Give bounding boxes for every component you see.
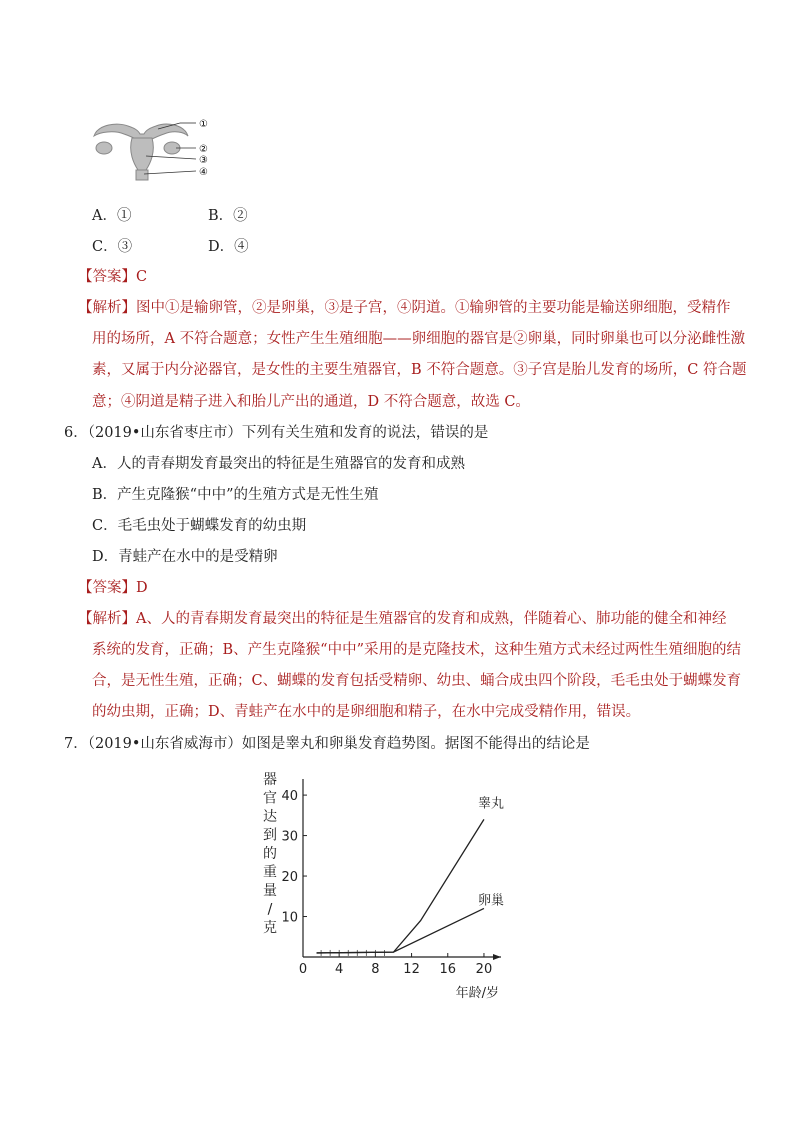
- q5-analysis-line-1: [78, 298, 731, 318]
- x-axis-label: 年龄/岁: [455, 986, 499, 1001]
- series-line: [317, 908, 484, 953]
- q7-stem: 7．（2019•山东省威海市）如图是睾丸和卵巢发育趋势图。据图不能得出的结论是: [64, 736, 590, 752]
- option-a: A．①: [92, 208, 132, 224]
- q6-analysis-line-4: 的幼虫期，正确；D、青蛙产在水中的是卵细胞和精子，在水中完成受精作用，错误。: [92, 704, 641, 720]
- q6-analysis-line-1: [78, 609, 726, 629]
- x-tick-label: 4: [335, 962, 344, 977]
- uterus-illustration: [94, 124, 188, 180]
- y-axis-label-char: 达: [263, 809, 277, 825]
- y-axis-label-char: 的: [263, 846, 277, 862]
- option-c: C．③: [92, 239, 133, 255]
- q6-stem: 6．（2019•山东省枣庄市）下列有关生殖和发育的说法，错误的是: [64, 425, 489, 441]
- q6-answer: 【答案】D: [78, 580, 148, 596]
- y-tick-label: 30: [281, 829, 298, 845]
- y-axis-label-char: 克: [263, 920, 277, 936]
- y-axis-label-char: /: [267, 901, 273, 918]
- x-tick-label: 16: [439, 962, 457, 977]
- label-4: ④: [199, 167, 208, 178]
- option-b: B．②: [208, 208, 248, 224]
- q6-analysis-line-3: 合，是无性生殖，正确；C、蝴蝶的发育包括受精卵、幼虫、蛹合成虫四个阶段，毛毛虫处于蝴蝶发育: [92, 673, 742, 689]
- q6-option-a: A．人的青春期发育最突出的特征是生殖器官的发育和成熟: [92, 456, 465, 472]
- x-tick-label: 0: [298, 962, 308, 977]
- y-tick-label: 40: [281, 789, 298, 805]
- analysis-tag: 【解析】: [78, 611, 136, 627]
- y-axis-label-char: 量: [263, 883, 277, 899]
- y-axis-label-char: 重: [263, 864, 277, 881]
- y-tick-label: 20: [281, 870, 298, 886]
- uterus-figure: [88, 112, 218, 182]
- q6-option-b: B．产生克隆猴“中中”的生殖方式是无性生殖: [92, 487, 379, 503]
- label-1: ①: [199, 119, 208, 130]
- y-tick-label: 10: [281, 910, 298, 926]
- growth-chart: [258, 770, 528, 1006]
- y-axis-label-char: 器: [263, 772, 277, 788]
- q6-analysis-line-2: 系统的发育，正确；B、产生克隆猴“中中”采用的是克隆技术，这种生殖方式未经过两性生殖细胞的结: [92, 642, 741, 658]
- option-d: D．④: [208, 239, 249, 255]
- q6-option-d: D．青蛙产在水中的是受精卵: [92, 549, 278, 565]
- q5-analysis-line-2: 用的场所，A 不符合题意；女性产生生殖细胞——卵细胞的器官是②卵巢，同时卵巢也可以分泌雌性激: [92, 331, 746, 347]
- q5-analysis-line-4: 意；④阴道是精子进入和胎儿产出的通道，D 不符合题意，故选 C。: [92, 394, 530, 410]
- q5-answer: 【答案】C: [78, 269, 148, 285]
- analysis-text: 图中①是输卵管，②是卵巢，③是子宫，④阴道。①输卵管的主要功能是输送卵细胞，受精作: [136, 300, 731, 316]
- x-tick-label: 8: [371, 962, 380, 977]
- q6-option-c: C．毛毛虫处于蝴蝶发育的幼虫期: [92, 518, 307, 534]
- y-axis-label-char: 官: [263, 790, 277, 807]
- label-2: ②: [199, 144, 208, 155]
- y-axis-label-char: 到: [263, 827, 277, 844]
- series-line: [317, 819, 484, 953]
- analysis-text: A、人的青春期发育最突出的特征是生殖器官的发育和成熟，伴随着心、肺功能的健全和神经: [136, 611, 727, 627]
- x-tick-label: 12: [403, 962, 420, 977]
- label-3: ③: [199, 155, 208, 166]
- x-tick-label: 20: [475, 962, 493, 977]
- series-label: 睾丸: [477, 796, 504, 812]
- q5-analysis-line-3: 素，又属于内分泌器官，是女性的主要生殖器官，B 不符合题意。③子宫是胎儿发育的场所，C 符合题: [92, 362, 747, 378]
- x-axis-arrow: [493, 954, 501, 960]
- analysis-tag: 【解析】: [78, 300, 136, 316]
- series-label: 卵巢: [477, 893, 504, 909]
